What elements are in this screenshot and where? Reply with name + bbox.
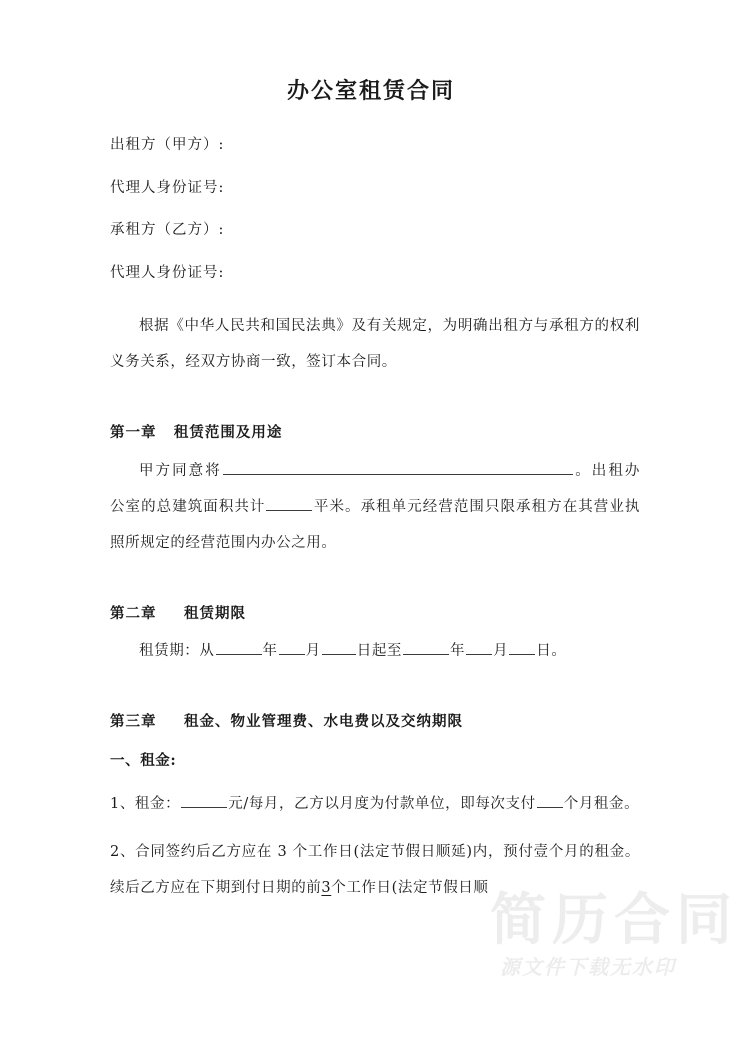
- chapter-1-title: 租赁范围及用途: [173, 424, 283, 442]
- end-month-blank[interactable]: [466, 640, 492, 656]
- watermark-logo: 简历合同: [490, 888, 738, 953]
- start-month-label: 月: [305, 643, 321, 660]
- party-line-lessor-agent-id: 代理人身份证号:: [110, 179, 225, 196]
- chapter-3-item-2: [110, 834, 640, 906]
- chapter-1-body-mid: 。出租办公室的总建筑面积共计: [110, 462, 641, 515]
- chapter-1-body-tail: 平米。承租单元经营范围只限承租方在其营业执照所规定的经营范围内办公之用。: [110, 498, 640, 551]
- end-month-label: 月: [493, 643, 509, 660]
- page-title: 办公室租赁合同: [286, 78, 455, 104]
- party-line-lessee: 承租方（乙方）:: [110, 222, 225, 239]
- chapter-1-body-lead: 甲方同意将: [139, 462, 222, 479]
- chapter-1-heading: [110, 426, 670, 441]
- chapter-3-number: 第三章: [110, 713, 157, 731]
- start-day-blank[interactable]: [322, 640, 356, 656]
- months-per-payment-blank[interactable]: [537, 793, 563, 809]
- rent-item-mid: 元/每月，乙方以月度为付款单位，即每次支付: [228, 796, 536, 813]
- prepayment-tail: 个工作日(法定节假日顺: [331, 880, 489, 897]
- watermark-subtitle: 源文件下载无水印: [500, 955, 676, 979]
- chapter-1-number: 第一章: [110, 424, 157, 442]
- total-area-blank[interactable]: [266, 495, 312, 511]
- advance-notice-days: 3: [321, 880, 332, 897]
- monthly-rent-blank[interactable]: [181, 793, 227, 809]
- lease-term-lead: 租赁期：从: [139, 643, 215, 660]
- end-year-blank[interactable]: [403, 640, 449, 656]
- chapter-3-heading: [110, 715, 670, 730]
- party-line-lessee-agent-id: 代理人身份证号:: [110, 264, 225, 281]
- premises-address-blank[interactable]: [223, 459, 573, 475]
- end-day-label: 日。: [536, 643, 567, 660]
- chapter-2-body: [110, 633, 640, 669]
- rent-item-tail: 个月租金。: [563, 796, 640, 813]
- rent-item-lead: 1、租金：: [110, 796, 181, 813]
- start-day-label: 日起至: [356, 643, 403, 660]
- chapter-3-subheading-rent: 一、租金:: [110, 751, 177, 769]
- preamble-paragraph: 根据《中华人民共和国民法典》及有关规定，为明确出租方与承租方的权利义务关系，经双方协商一致，签订本合同。: [110, 318, 640, 371]
- prepayment-lead: 2、合同签约后乙方应在 3 个工作日(法定节假日顺延)内，预付壹个月的租金。续后乙方应在下期到付日期的前: [110, 844, 640, 897]
- start-month-blank[interactable]: [279, 640, 305, 656]
- start-year-blank[interactable]: [216, 640, 262, 656]
- start-year-label: 年: [262, 643, 278, 660]
- party-line-lessor: 出租方（甲方）:: [110, 137, 225, 154]
- chapter-2-heading: [110, 604, 670, 622]
- chapter-3-title: 租金、物业管理费、水电费以及交纳期限: [184, 713, 464, 731]
- parties-block: [110, 138, 670, 280]
- chapter-1-body: [110, 453, 640, 561]
- chapter-2-number: 第二章: [110, 604, 157, 622]
- chapter-2-title: 租赁期限: [184, 604, 247, 622]
- end-year-label: 年: [450, 643, 466, 660]
- end-day-blank[interactable]: [509, 640, 535, 656]
- chapter-3-item-1: [110, 786, 640, 822]
